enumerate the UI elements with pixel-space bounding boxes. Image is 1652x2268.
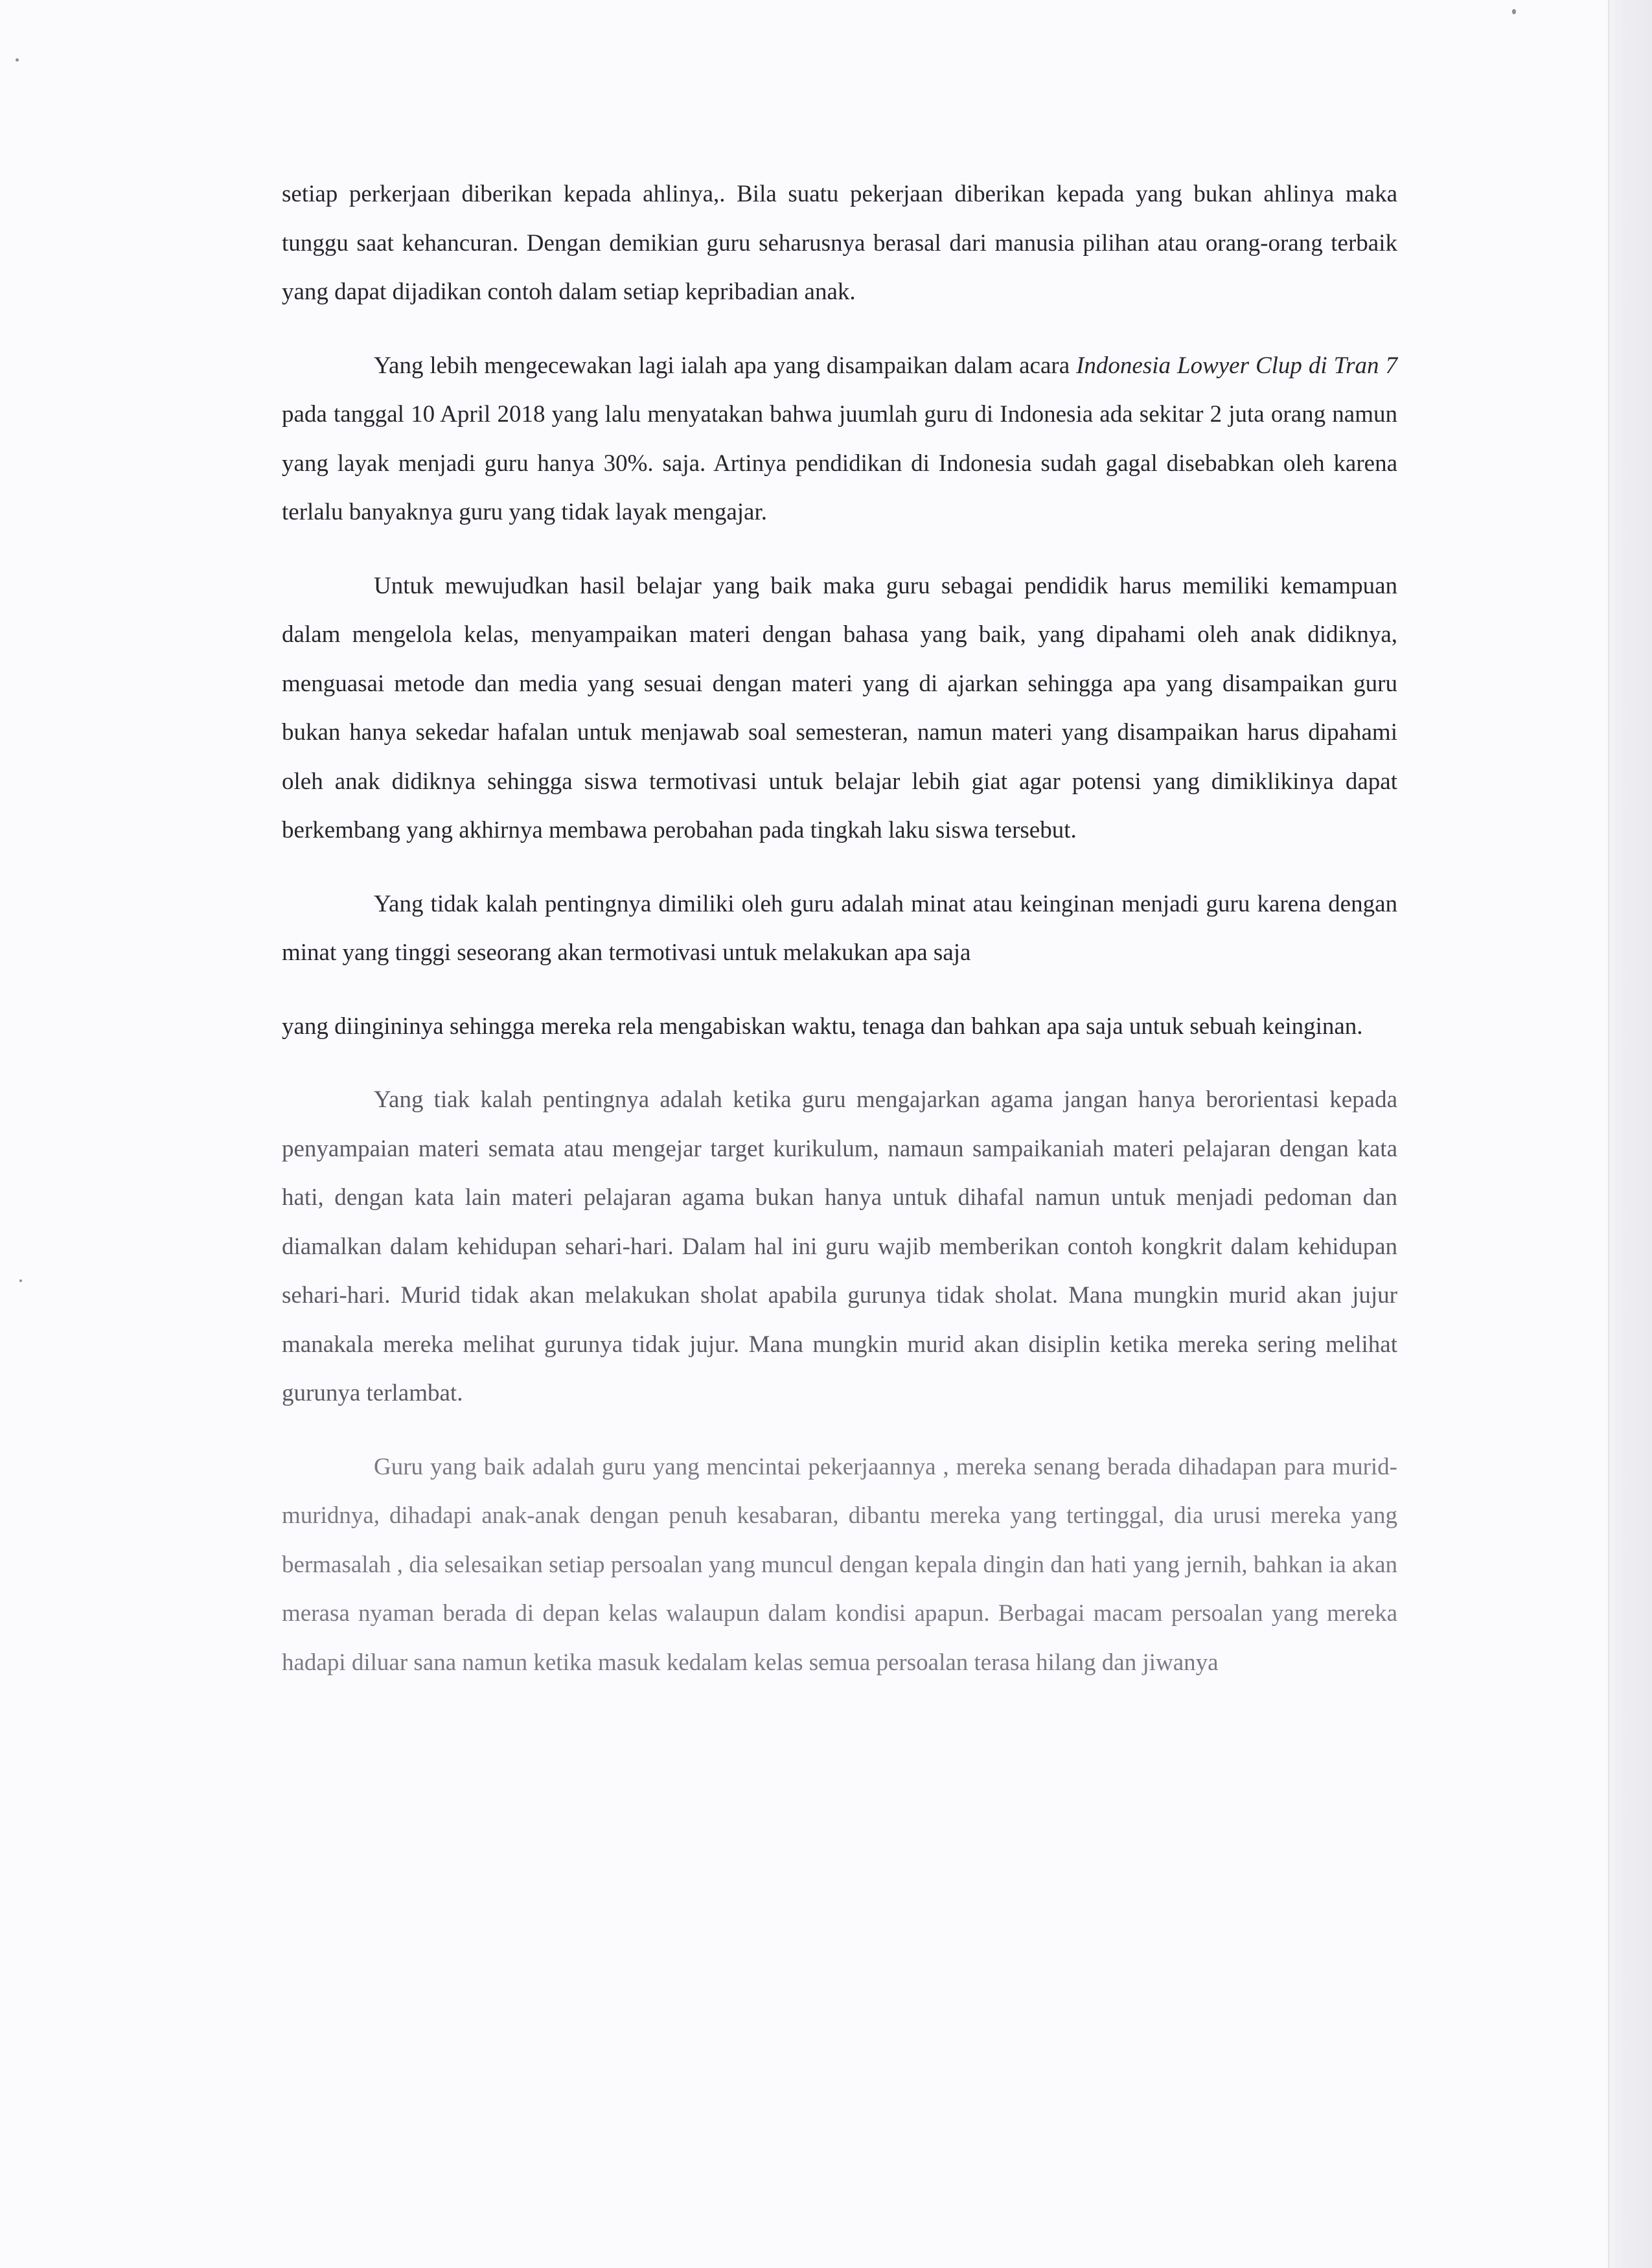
document-body (282, 170, 1397, 1687)
paragraph-2-after: pada tanggal 10 April 2018 yang lalu menyatakan bahwa juumlah guru di Indonesia ada sekitar 2 juta orang namun yang layak menjadi guru hanya 30%. saja. Artinya pendidikan di Indonesia sudah gagal disebabkan oleh karena terlalu banyaknya guru yang tidak layak mengajar. (282, 401, 1397, 525)
scan-speck (16, 58, 19, 62)
paragraph-2-italic: Indonesia Lowyer Clup di Tran 7 (1076, 352, 1397, 379)
paragraph-3: Untuk mewujudkan hasil belajar yang baik maka guru sebagai pendidik harus memiliki kemampuan dalam mengelola kelas, menyampaikan materi dengan bahasa yang baik, yang dipahami oleh anak didiknya, menguasai metode dan media yang sesuai dengan materi yang di ajarkan sehingga apa yang disampaikan guru bukan hanya sekedar hafalan untuk menjawab soal semesteran, namun materi yang disampaikan harus dipahami oleh anak didiknya sehingga siswa termotivasi untuk belajar lebih giat agar potensi yang dimiklikinya dapat berkembang yang akhirnya membawa perobahan pada tingkah laku siswa tersebut. (282, 572, 1397, 843)
paragraph-2 (282, 341, 1397, 537)
paragraph-6: Guru yang baik adalah guru yang mencintai pekerjaannya , mereka senang berada dihadapan para murid-muridnya, dihadapi anak-anak dengan penuh kesabaran, dibantu mereka yang tertinggal, dia urusi mereka yang bermasalah , dia selesaikan setiap persoalan yang muncul dengan kepala dingin dan hati yang jernih, bahkan ia akan merasa nyaman berada di depan kelas walaupun dalam kondisi apapun. Berbagai macam persoalan yang mereka hadapi diluar sana namun ketika masuk kedalam kelas semua persoalan terasa hilang dan jiwanya (282, 1453, 1397, 1676)
paragraph-2-before: Yang lebih mengecewakan lagi ialah apa yang disampaikan dalam acara (374, 352, 1077, 379)
paragraph-4: Yang tidak kalah pentingnya dimiliki oleh guru adalah minat atau keinginan menjadi guru karena dengan minat yang tinggi seseorang akan termotivasi untuk melakukan apa saja (282, 890, 1397, 966)
paragraph-1: setiap perkerjaan diberikan kepada ahlinya,. Bila suatu pekerjaan diberikan kepada yang bukan ahlinya maka tunggu saat kehancuran. Dengan demikian guru seharusnya berasal dari manusia pilihan atau orang-orang terbaik yang dapat dijadikan contoh dalam setiap kepribadian anak. (282, 181, 1397, 305)
scan-edge-line (1608, 0, 1609, 2268)
scan-speck (19, 1279, 22, 1282)
paragraph-5: Yang tiak kalah pentingnya adalah ketika guru mengajarkan agama jangan hanya berorientasi kepada penyampaian materi semata atau mengejar target kurikulum, namaun sampaikaniah materi pelajaran dengan kata hati, dengan kata lain materi pelajaran agama bukan hanya untuk dihafal namun untuk menjadi pedoman dan diamalkan dalam kehidupan sehari-hari. Dalam hal ini guru wajib memberikan contoh kongkrit dalam kehidupan sehari-hari. Murid tidak akan melakukan sholat apabila gurunya tidak sholat. Mana mungkin murid akan jujur manakala mereka melihat gurunya tidak jujur. Mana mungkin murid akan disiplin ketika mereka sering melihat gurunya terlambat. (282, 1086, 1397, 1406)
scan-speck (1512, 9, 1516, 14)
paragraph-4-continued: yang diingininya sehingga mereka rela mengabiskan waktu, tenaga dan bahkan apa saja untuk sebuah keinginan. (282, 1013, 1363, 1040)
scan-edge-shadow (1608, 0, 1652, 2268)
